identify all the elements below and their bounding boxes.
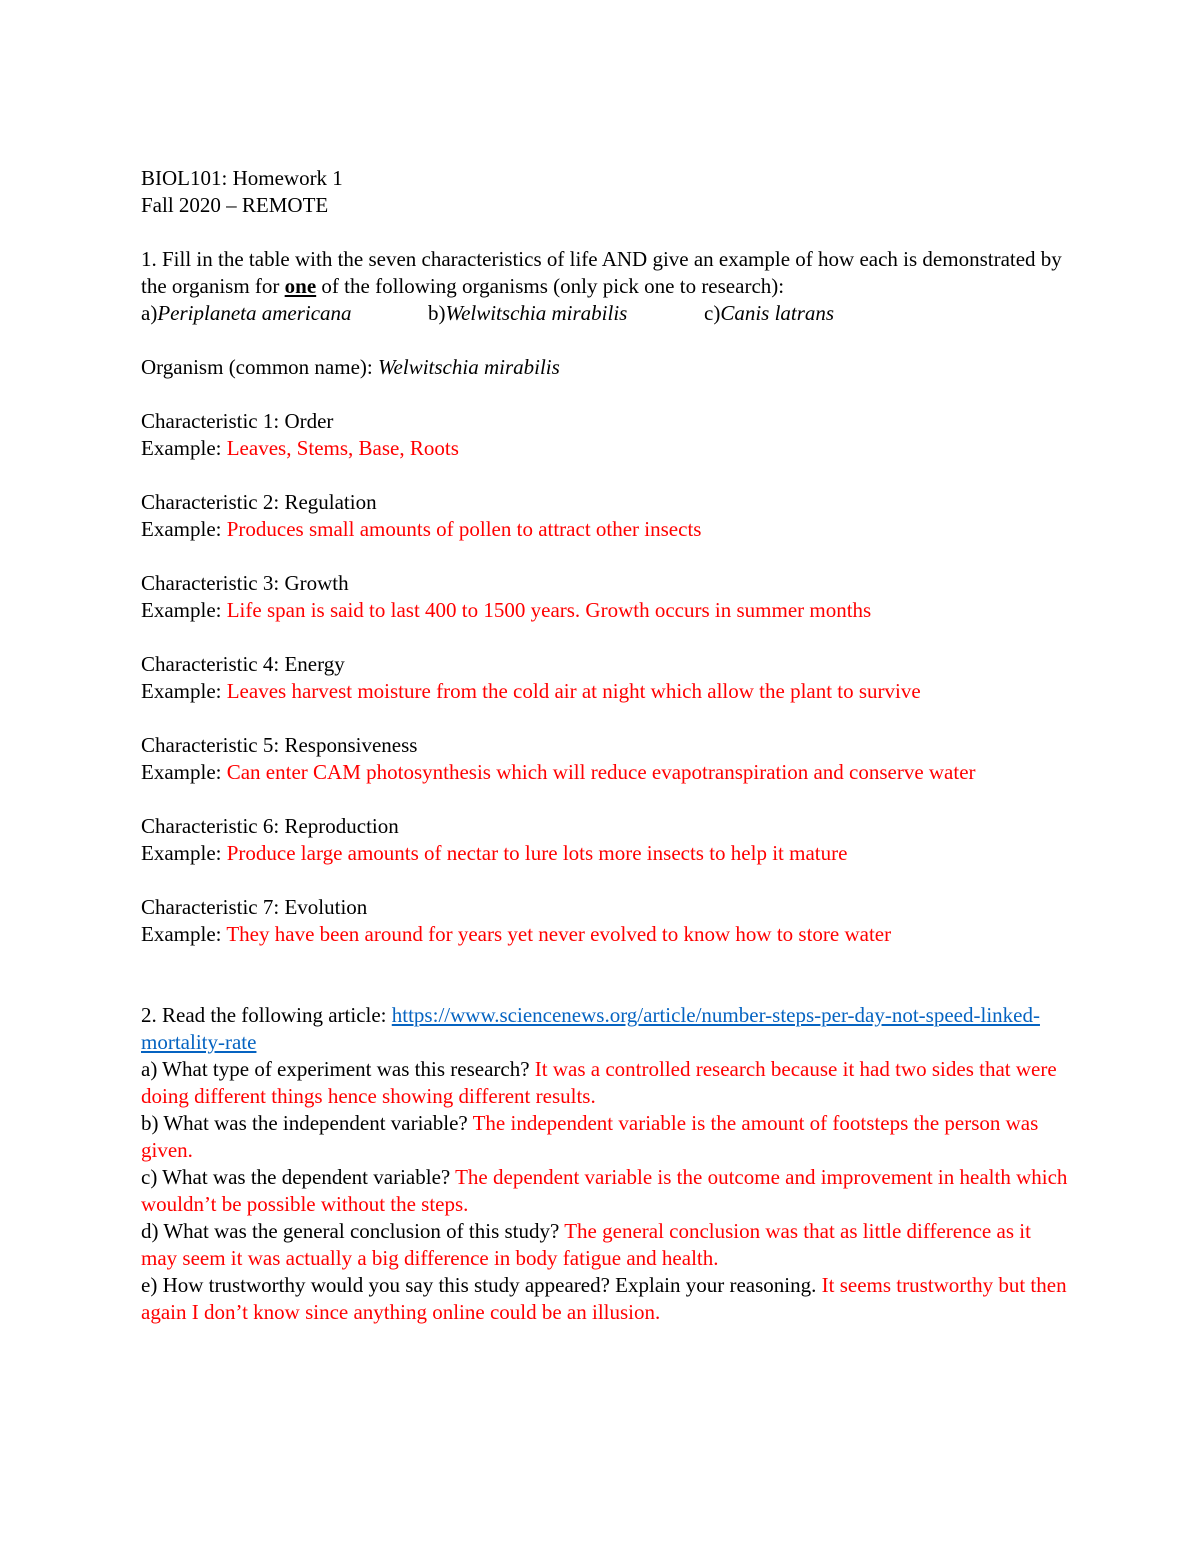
question-2-part-a [141,1056,1071,1110]
characteristic-example [141,921,1071,948]
organism-line [141,354,1071,381]
characteristic-5 [141,732,1071,786]
part-answer: The general conclusion was that as little difference as it may seem it was actually a big difference in body fatigue and health. [141,1219,1031,1270]
spacer [141,705,1071,732]
organism-options [141,300,1071,327]
example-answer: They have been around for years yet never evolved to know how to store water [226,922,892,946]
part-answer: It was a controlled research because it had two sides that were doing different things hence showing different results. [141,1057,1057,1108]
part-question: c) What was the dependent variable? [141,1165,456,1189]
characteristic-title: Characteristic 4: Energy [141,652,345,676]
characteristic-title: Characteristic 7: Evolution [141,895,368,919]
spacer [141,381,1071,408]
characteristic-2 [141,489,1071,543]
option-b: b)Welwitschia mirabilis [428,301,628,325]
characteristic-title: Characteristic 5: Responsiveness [141,733,418,757]
part-answer: The dependent variable is the outcome and improvement in health which wouldn’t be possible without the steps. [141,1165,1068,1216]
question-2-part-d [141,1218,1071,1272]
example-label: Example: [141,841,227,865]
example-label: Example: [141,922,227,946]
characteristic-3 [141,570,1071,624]
spacer [141,786,1071,813]
part-answer: It seems trustworthy but then again I don’t know since anything online could be an illusion. [141,1273,1067,1324]
characteristic-example [141,435,1071,462]
question-1-prompt-emphasis: one [284,274,317,298]
question-1-prompt [141,246,1071,300]
part-question: e) How trustworthy would you say this study appeared? Explain your reasoning. [141,1273,822,1297]
course-title: BIOL101: Homework 1 [141,166,343,190]
option-a: a)Periplaneta americana [141,301,352,325]
question-1-prompt-post: of the following organisms (only pick one to research): [316,274,785,298]
part-answer: The independent variable is the amount of footsteps the person was given. [141,1111,1039,1162]
spacer [141,948,1071,975]
question-2-prompt [141,1002,1071,1056]
example-label: Example: [141,598,227,622]
characteristic-example [141,678,1071,705]
example-answer: Produces small amounts of pollen to attract other insects [226,517,702,541]
example-label: Example: [141,517,227,541]
example-answer: Life span is said to last 400 to 1500 years. Growth occurs in summer months [226,598,872,622]
characteristic-example [141,516,1071,543]
spacer [141,624,1071,651]
term-line: Fall 2020 – REMOTE [141,193,329,217]
question-2-part-b [141,1110,1071,1164]
organism-label: Organism (common name): [141,355,378,379]
spacer [141,462,1071,489]
characteristic-6 [141,813,1071,867]
spacer [141,975,1071,1002]
part-question: a) What type of experiment was this research? [141,1057,535,1081]
homework-document [141,165,1071,1326]
example-answer: Leaves, Stems, Base, Roots [226,436,459,460]
question-2-part-c [141,1164,1071,1218]
characteristic-1 [141,408,1071,462]
spacer [141,219,1071,246]
question-2-part-e [141,1272,1071,1326]
characteristic-title: Characteristic 3: Growth [141,571,349,595]
example-label: Example: [141,436,227,460]
characteristic-4 [141,651,1071,705]
spacer [141,327,1071,354]
example-label: Example: [141,760,227,784]
example-label: Example: [141,679,227,703]
spacer [141,867,1071,894]
characteristic-title: Characteristic 6: Reproduction [141,814,399,838]
part-question: d) What was the general conclusion of this study? [141,1219,565,1243]
question-1-prompt-pre: 1. Fill in the table with the seven characteristics of life AND give an example of how each is demonstrated by the organism for [141,247,1062,298]
example-answer: Produce large amounts of nectar to lure lots more insects to help it mature [226,841,848,865]
article-link[interactable]: https://www.sciencenews.org/article/number-steps-per-day-not-speed-linked-mortality-rate [141,1003,1040,1054]
characteristic-title: Characteristic 1: Order [141,409,334,433]
characteristic-example [141,597,1071,624]
spacer [141,543,1071,570]
part-question: b) What was the independent variable? [141,1111,473,1135]
characteristic-example [141,759,1071,786]
example-answer: Can enter CAM photosynthesis which will reduce evapotranspiration and conserve water [226,760,976,784]
organism-value: Welwitschia mirabilis [377,355,560,379]
option-c: c)Canis latrans [704,301,835,325]
question-2-prompt-text: 2. Read the following article: [141,1003,392,1027]
example-answer: Leaves harvest moisture from the cold air at night which allow the plant to survive [226,679,921,703]
characteristic-7 [141,894,1071,948]
characteristic-example [141,840,1071,867]
characteristic-title: Characteristic 2: Regulation [141,490,377,514]
